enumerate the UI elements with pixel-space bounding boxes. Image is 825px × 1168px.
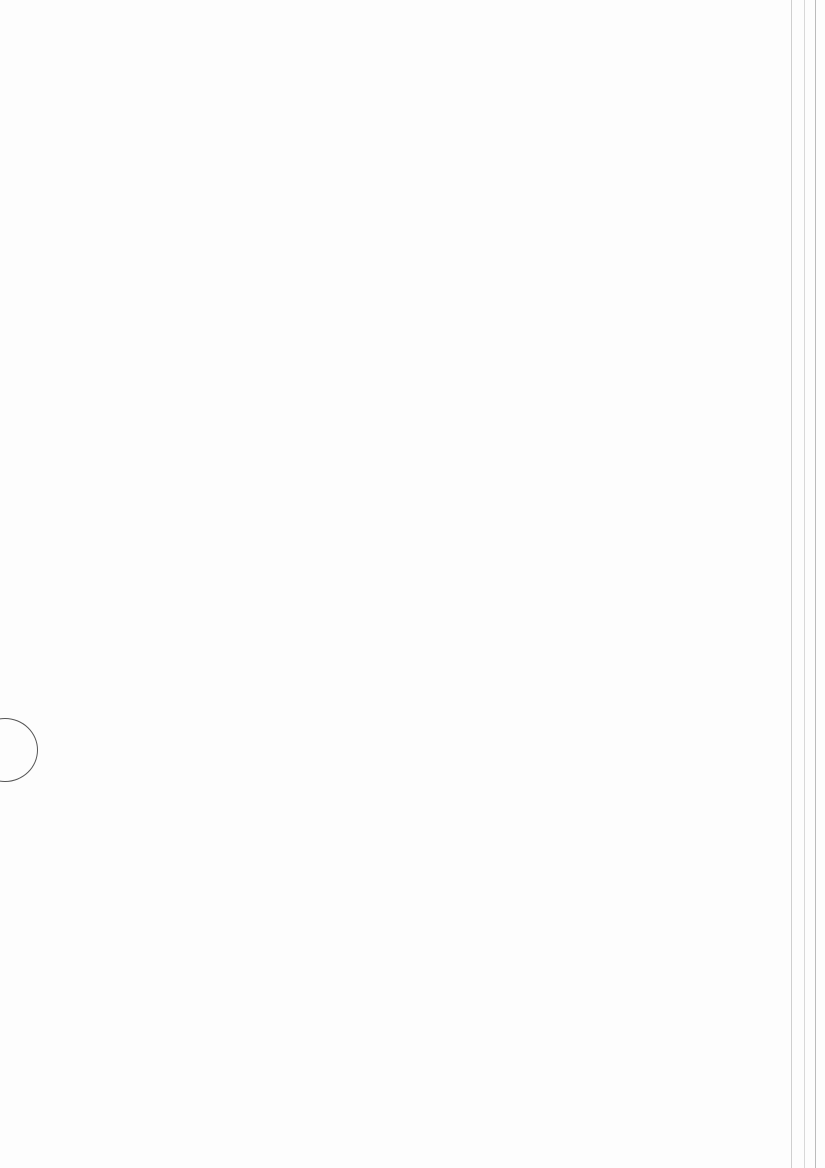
punch-hole-mark (0, 718, 38, 782)
scan-edge-line (804, 0, 805, 1168)
scan-edge-line (791, 0, 792, 1168)
scan-edge-line (815, 0, 816, 1168)
